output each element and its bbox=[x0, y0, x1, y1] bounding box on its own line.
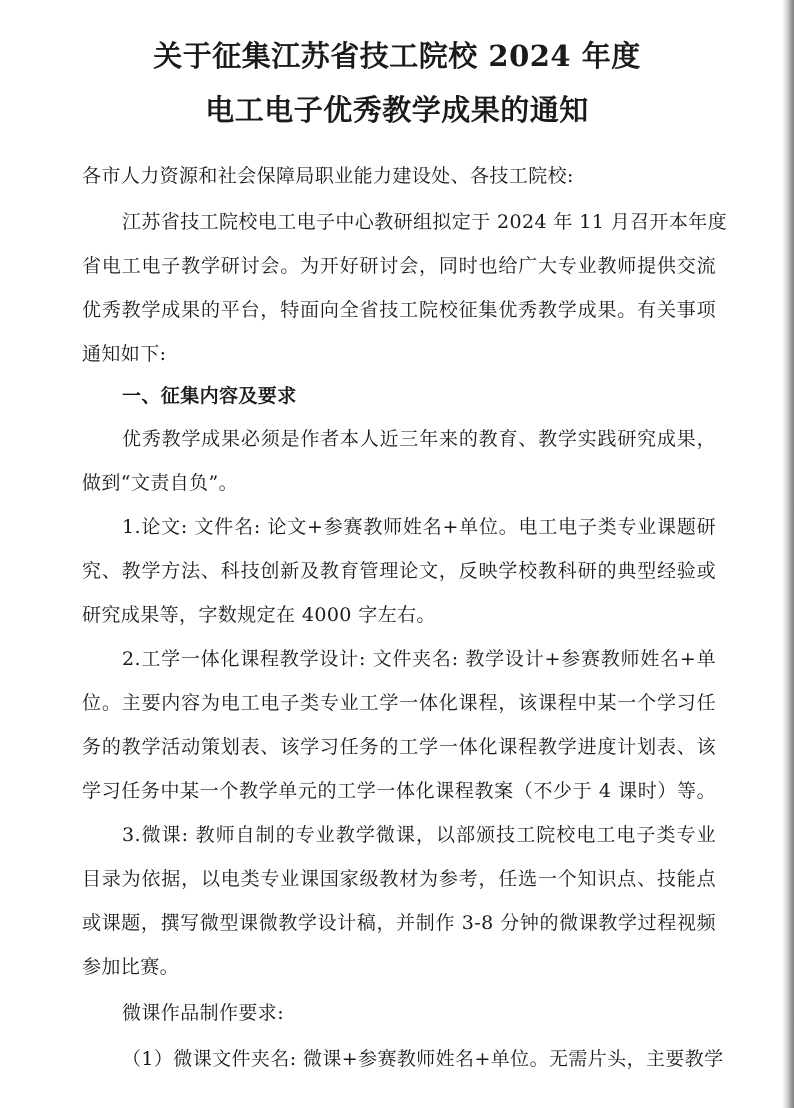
paragraph-line: 务的教学活动策划表、该学习任务的工学一体化课程教学进度计划表、该 bbox=[82, 736, 716, 758]
paragraph-line: 参加比赛。 bbox=[82, 956, 180, 978]
paragraph-line: 2.工学一体化课程教学设计: 文件夹名: 教学设计+参赛教师姓名+单 bbox=[122, 648, 716, 670]
paragraph-line: 1.论文: 文件名: 论文+参赛教师姓名+单位。电工电子类专业课题研 bbox=[122, 516, 716, 538]
paragraph-line: 或课题，撰写微型课微教学设计稿，并制作 3-8 分钟的微课教学过程视频 bbox=[82, 912, 716, 934]
paragraph-line: 位。主要内容为电工电子类专业工学一体化课程，该课程中某一个学习任 bbox=[82, 692, 716, 714]
paragraph-line: 微课作品制作要求: bbox=[122, 1002, 285, 1024]
salutation: 各市人力资源和社会保障局职业能力建设处、各技工院校: bbox=[82, 165, 574, 187]
section-heading: 一、征集内容及要求 bbox=[122, 385, 297, 407]
paragraph-line: 省电工电子教学研讨会。为开好研讨会，同时也给广大专业教师提供交流 bbox=[82, 255, 716, 277]
paragraph-line: 江苏省技工院校电工电子中心教研组拟定于 2024 年 11 月召开本年度 bbox=[122, 211, 728, 233]
paragraph-line: 通知如下: bbox=[82, 343, 167, 365]
paragraph-line: （1）微课文件夹名: 微课+参赛教师姓名+单位。无需片头，主要教学 bbox=[122, 1048, 724, 1070]
paragraph-line: 优秀教学成果的平台，特面向全省技工院校征集优秀教学成果。有关事项 bbox=[82, 299, 716, 321]
paragraph-line: 做到“文责自负”。 bbox=[82, 472, 239, 494]
page-edge-shadow bbox=[782, 0, 794, 1108]
paragraph-line: 3.微课: 教师自制的专业教学微课，以部颁技工院校电工电子类专业 bbox=[122, 824, 716, 846]
paragraph-line: 优秀教学成果必须是作者本人近三年来的教育、教学实践研究成果， bbox=[122, 428, 716, 450]
document-title-line-2: 电工电子优秀教学成果的通知 bbox=[205, 93, 589, 127]
paragraph-line: 究、教学方法、科技创新及教育管理论文，反映学校教科研的典型经验或 bbox=[82, 560, 716, 582]
paragraph-line: 学习任务中某一个教学单元的工学一体化课程教案（不少于 4 课时）等。 bbox=[82, 780, 716, 802]
document-title-line-1: 关于征集江苏省技工院校 2024 年度 bbox=[153, 39, 641, 73]
paragraph-line: 目录为依据，以电类专业课国家级教材为参考，任选一个知识点、技能点 bbox=[82, 868, 716, 890]
paragraph-line: 研究成果等，字数规定在 4000 字左右。 bbox=[82, 604, 436, 626]
